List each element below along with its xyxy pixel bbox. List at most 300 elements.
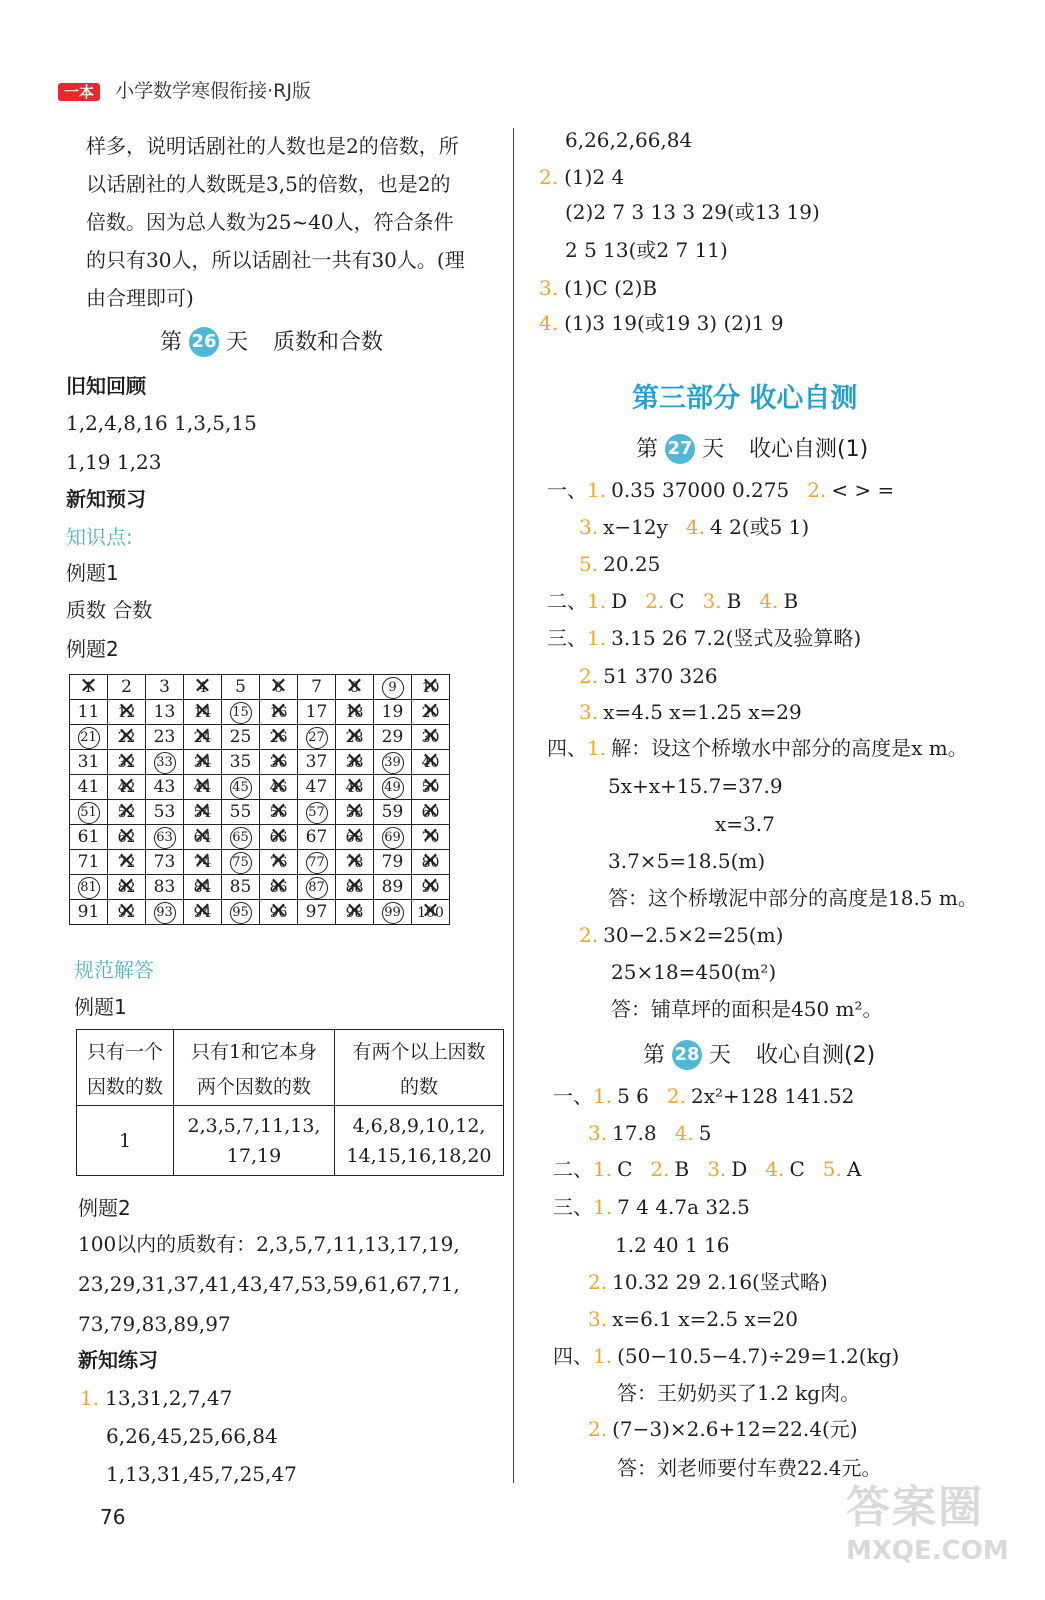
day-badge: 28 xyxy=(672,1040,702,1070)
cell-value: 73 xyxy=(153,852,176,872)
question-number: 3. xyxy=(707,1157,727,1181)
cell-value: 12 xyxy=(117,705,136,721)
cell-value: 64 xyxy=(193,830,212,846)
sieve-cell xyxy=(412,900,450,925)
answer-line xyxy=(615,1233,730,1257)
day27-title: 收心自测(1) xyxy=(749,437,869,462)
answer-line xyxy=(617,1381,860,1405)
cell-value: 79 xyxy=(381,852,404,872)
sieve-cell xyxy=(412,800,450,825)
answer-text: 答：王奶奶买了1.2 kg肉。 xyxy=(617,1381,861,1405)
sieve-cell xyxy=(374,775,412,800)
cell-composites: 4,6,8,9,10,12, 14,15,16,18,20 xyxy=(335,1106,504,1176)
cell-value: 25 xyxy=(229,727,252,747)
cell-value: 75 xyxy=(230,852,252,874)
sieve-cell xyxy=(108,900,146,925)
classification-table xyxy=(76,1029,504,1176)
cell-value: 2 xyxy=(121,677,132,697)
answer-line xyxy=(579,700,802,724)
question-number: 1. xyxy=(587,589,607,613)
cell-value: 78 xyxy=(345,855,364,871)
answer-line xyxy=(553,1084,854,1108)
sieve-cell xyxy=(336,675,374,700)
watermark: 答案圈 MXQE.COM xyxy=(846,1482,1009,1566)
answer-text: 25×18=450(m²) xyxy=(611,960,777,984)
answer-text: (50−10.5−4.7)÷29=1.2(kg) xyxy=(617,1344,900,1368)
answer-text: 30−2.5×2=25(m) xyxy=(603,923,784,947)
answer-line xyxy=(588,1417,858,1441)
question-number: 2. xyxy=(807,478,827,502)
question-number: 5. xyxy=(822,1157,842,1181)
answer-line xyxy=(547,589,798,613)
sieve-cell xyxy=(146,675,184,700)
example2-label: 例题2 xyxy=(66,637,119,661)
answer-text: B xyxy=(726,589,742,613)
question-number: 2. xyxy=(539,165,559,189)
question-number: 3. xyxy=(702,589,722,613)
sieve-cell xyxy=(374,825,412,850)
sieve-cell xyxy=(70,750,108,775)
sieve-cell xyxy=(70,700,108,725)
sieve-cell xyxy=(108,675,146,700)
answer-text: 2 5 13(或2 7 11) xyxy=(565,238,728,262)
cell-value: 16 xyxy=(269,705,288,721)
cell-value: 26 xyxy=(269,730,288,746)
cell-value: 5 xyxy=(235,677,246,697)
sieve-cell xyxy=(412,725,450,750)
sieve-cell xyxy=(336,875,374,900)
cell-value: 77 xyxy=(306,852,328,874)
cell-value: 7 xyxy=(311,677,322,697)
cell-value: 10 xyxy=(421,680,440,696)
answer-line xyxy=(565,200,820,224)
sieve-cell xyxy=(260,675,298,700)
question-number: 1. xyxy=(587,478,607,502)
example1-label: 例题1 xyxy=(66,561,119,585)
answer-text: < > = xyxy=(831,478,895,502)
preview-heading: 新知预习 xyxy=(66,487,146,511)
cell-value: 3 xyxy=(159,677,170,697)
sieve-cell xyxy=(70,825,108,850)
sieve-cell xyxy=(412,875,450,900)
sieve-cell xyxy=(146,875,184,900)
question-number: 1. xyxy=(593,1157,613,1181)
sol-example1-label: 例题1 xyxy=(74,995,127,1019)
cell-value: 19 xyxy=(381,702,404,722)
answer-line xyxy=(553,1195,750,1219)
cell-value: 71 xyxy=(77,852,100,872)
primes-line: 23,29,31,37,41,43,47,53,59,61,67,71, xyxy=(78,1272,460,1296)
sieve-cell xyxy=(260,750,298,775)
answer-text: B xyxy=(674,1157,690,1181)
sieve-cell xyxy=(184,675,222,700)
cell-value: 65 xyxy=(230,827,252,849)
primes-line: 100以内的质数有：2,3,5,7,11,13,17,19, xyxy=(78,1232,460,1256)
cell-value: 49 xyxy=(382,777,404,799)
sieve-cell xyxy=(146,800,184,825)
question-number: 1. xyxy=(587,626,607,650)
cell-value: 35 xyxy=(229,752,252,772)
sieve-cell xyxy=(184,725,222,750)
sieve-cell xyxy=(412,775,450,800)
sieve-cell xyxy=(260,825,298,850)
sieve-cell xyxy=(374,700,412,725)
sieve-cell xyxy=(222,800,260,825)
cell-value: 46 xyxy=(269,780,288,796)
answer-text: x=3.7 xyxy=(715,812,775,836)
cell-value: 89 xyxy=(381,877,404,897)
sieve-cell xyxy=(70,900,108,925)
practice-line xyxy=(106,1462,297,1486)
cell-value: 99 xyxy=(382,902,404,924)
answer-line xyxy=(547,626,861,650)
section-marker: 二、 xyxy=(547,589,587,613)
review-line: 1,19 1,23 xyxy=(66,450,162,474)
section-marker: 一、 xyxy=(553,1084,593,1108)
section-marker: 三、 xyxy=(547,626,587,650)
answer-line xyxy=(565,128,692,152)
practice-line xyxy=(106,1424,278,1448)
answer-line xyxy=(715,812,775,836)
answer-line xyxy=(611,997,883,1021)
day28-heading: 第 28 天 收心自测(2) xyxy=(643,1040,875,1071)
question-number: 4. xyxy=(674,1121,694,1145)
question-number: 1. xyxy=(587,736,607,760)
cell-value: 31 xyxy=(77,752,100,772)
cell-value: 21 xyxy=(78,727,100,749)
sieve-cell xyxy=(108,850,146,875)
answer-text: 17.8 xyxy=(612,1121,657,1145)
sieve-cell xyxy=(108,725,146,750)
answer-line xyxy=(608,849,765,873)
cell-primes: 2,3,5,7,11,13, 17,19 xyxy=(174,1106,335,1176)
header-cell-more-factors: 有两个以上因数 的数 xyxy=(335,1030,504,1106)
answer-text: D xyxy=(611,589,628,613)
cell-value: 34 xyxy=(193,755,212,771)
sieve-cell xyxy=(298,700,336,725)
cell-value: 18 xyxy=(345,705,364,721)
question-number: 2. xyxy=(588,1270,608,1294)
header xyxy=(58,76,311,103)
sieve-cell xyxy=(298,825,336,850)
sieve-cell xyxy=(298,800,336,825)
answer-line xyxy=(588,1307,798,1331)
answer-text: 答：铺草坪的面积是450 m²。 xyxy=(611,997,883,1021)
sieve-cell xyxy=(298,850,336,875)
sieve-cell xyxy=(146,750,184,775)
sieve-cell xyxy=(260,700,298,725)
part3-title: 第三部分 收心自测 xyxy=(632,383,858,414)
sieve-cell xyxy=(108,825,146,850)
answer-text: D xyxy=(731,1157,748,1181)
question-number: 2. xyxy=(579,923,599,947)
question-number: 2. xyxy=(645,589,665,613)
answer-text: 20.25 xyxy=(603,552,661,576)
cell-value: 32 xyxy=(117,755,136,771)
cell-value: 74 xyxy=(193,855,212,871)
question-number: 2. xyxy=(579,664,599,688)
question-number: 4. xyxy=(765,1157,785,1181)
sieve-cell xyxy=(412,825,450,850)
sieve-cell xyxy=(412,700,450,725)
sieve-cell xyxy=(260,875,298,900)
answer-line xyxy=(579,552,660,576)
cell-value: 39 xyxy=(382,752,404,774)
cell-value: 72 xyxy=(117,855,136,871)
cell-value: 68 xyxy=(345,830,364,846)
cell-value: 85 xyxy=(229,877,252,897)
cell-value: 53 xyxy=(153,802,176,822)
sieve-cell xyxy=(336,825,374,850)
intro-line: 的只有30人，所以话剧社一共有30人。(理 xyxy=(86,248,465,272)
cell-value: 13 xyxy=(153,702,176,722)
cell-value: 41 xyxy=(77,777,100,797)
example1-answer: 质数 合数 xyxy=(66,598,153,622)
question-number: 1. xyxy=(593,1195,613,1219)
cell-value: 15 xyxy=(230,702,252,724)
sieve-cell xyxy=(222,825,260,850)
answer-text: x=6.1 x=2.5 x=20 xyxy=(612,1307,798,1331)
answer-text: (1)3 19(或19 3) (2)1 9 xyxy=(564,311,784,335)
day28-title: 收心自测(2) xyxy=(756,1043,876,1068)
question-number: 4. xyxy=(759,589,779,613)
sieve-cell xyxy=(298,900,336,925)
answer-text: B xyxy=(783,589,799,613)
sieve-cell xyxy=(374,900,412,925)
sieve-row xyxy=(70,675,450,700)
sieve-cell xyxy=(146,850,184,875)
sieve-cell xyxy=(184,750,222,775)
answer-text: x=4.5 x=1.25 x=29 xyxy=(603,700,802,724)
sieve-row xyxy=(70,850,450,875)
question-number: 1. xyxy=(593,1344,613,1368)
cell-value: 67 xyxy=(305,827,328,847)
sieve-row xyxy=(70,825,450,850)
sieve-cell xyxy=(336,725,374,750)
cell-value: 17 xyxy=(305,702,328,722)
intro-line: 倍数。因为总人数为25~40人，符合条件 xyxy=(86,210,454,234)
cell-value: 61 xyxy=(77,827,100,847)
answer-text: C xyxy=(617,1157,633,1181)
question-number: 4. xyxy=(685,515,705,539)
cell-value: 20 xyxy=(421,705,440,721)
section-marker: 一、 xyxy=(547,478,587,502)
cell-value: 87 xyxy=(306,877,328,899)
answer-line xyxy=(539,276,657,300)
cell-value: 48 xyxy=(345,780,364,796)
cell-value: 36 xyxy=(269,755,288,771)
cell-value: 52 xyxy=(117,805,136,821)
cell-value: 91 xyxy=(77,902,100,922)
cell-value: 43 xyxy=(153,777,176,797)
cell-value: 27 xyxy=(306,727,328,749)
cell-value: 66 xyxy=(269,830,288,846)
day26-title: 质数和合数 xyxy=(273,330,384,355)
sieve-cell xyxy=(108,775,146,800)
cell-value: 86 xyxy=(269,880,288,896)
question-number: 3. xyxy=(579,700,599,724)
sieve-cell xyxy=(222,725,260,750)
sieve-cell xyxy=(108,750,146,775)
cell-value: 100 xyxy=(417,905,444,921)
sol-example2-label: 例题2 xyxy=(78,1196,131,1220)
cell-value: 11 xyxy=(77,702,100,722)
cell-value: 90 xyxy=(421,880,440,896)
header-cell-one-factor: 只有一个 因数的数 xyxy=(77,1030,174,1106)
cell-value: 54 xyxy=(193,805,212,821)
sieve-row xyxy=(70,750,450,775)
cell-value: 83 xyxy=(153,877,176,897)
cell-value: 56 xyxy=(269,805,288,821)
question-number: 3. xyxy=(579,515,599,539)
sieve-cell xyxy=(260,850,298,875)
answer-text: 答：这个桥墩泥中部分的高度是18.5 m。 xyxy=(608,886,978,910)
answer-text: (1)C (2)B xyxy=(564,276,658,300)
cell-value: 59 xyxy=(381,802,404,822)
cell-value: 22 xyxy=(117,730,136,746)
cell-value: 55 xyxy=(229,802,252,822)
cell-value: 58 xyxy=(345,805,364,821)
sieve-cell xyxy=(260,800,298,825)
sieve-cell xyxy=(298,675,336,700)
cell-value: 57 xyxy=(306,802,328,824)
sieve-cell xyxy=(222,750,260,775)
sieve-cell xyxy=(70,775,108,800)
sieve-cell xyxy=(336,700,374,725)
sieve-row xyxy=(70,900,450,925)
question-number: 5. xyxy=(579,552,599,576)
sieve-cell xyxy=(70,850,108,875)
answer-line xyxy=(608,886,978,910)
question-number: 3. xyxy=(588,1307,608,1331)
cell-value: 96 xyxy=(269,905,288,921)
answer-text: 10.32 29 2.16(竖式略) xyxy=(612,1270,828,1294)
answer-text: C xyxy=(789,1157,805,1181)
sieve-cell xyxy=(70,800,108,825)
cell-value: 1 xyxy=(84,680,93,696)
cell-value: 29 xyxy=(381,727,404,747)
answer-line xyxy=(547,478,894,502)
answer-text: 51 370 326 xyxy=(603,664,718,688)
cell-value: 8 xyxy=(350,680,359,696)
cell-value: 30 xyxy=(421,730,440,746)
answer-text: 3.7×5=18.5(m) xyxy=(608,849,766,873)
sieve-cell xyxy=(374,750,412,775)
sieve-cell xyxy=(146,700,184,725)
day26-heading: 第 26 天 质数和合数 xyxy=(160,327,383,358)
cell-value: 80 xyxy=(421,855,440,871)
sieve-cell xyxy=(184,825,222,850)
cell-value: 6 xyxy=(274,680,283,696)
day27-heading: 第 27 天 收心自测(1) xyxy=(636,434,868,465)
question-number: 2. xyxy=(588,1417,608,1441)
sieve-cell xyxy=(184,700,222,725)
cell-value: 98 xyxy=(345,905,364,921)
cell-value: 76 xyxy=(269,855,288,871)
cell-value: 40 xyxy=(421,755,440,771)
answer-text: 0.35 37000 0.275 xyxy=(611,478,790,502)
question-number: 1. xyxy=(80,1386,100,1410)
cell-value: 50 xyxy=(421,780,440,796)
answer-text: 13,31,2,7,47 xyxy=(105,1386,233,1410)
sieve-cell xyxy=(336,750,374,775)
sieve-cell xyxy=(146,825,184,850)
cell-value: 24 xyxy=(193,730,212,746)
day-badge: 27 xyxy=(665,434,695,464)
answer-line xyxy=(579,923,783,947)
cell-value: 60 xyxy=(421,805,440,821)
answer-line xyxy=(579,664,718,688)
sieve-row xyxy=(70,800,450,825)
cell-value: 47 xyxy=(305,777,328,797)
answer-heading: 规范解答 xyxy=(74,958,154,982)
answer-text: (1)2 4 xyxy=(564,165,625,189)
answer-text: A xyxy=(846,1157,862,1181)
question-number: 3. xyxy=(539,276,559,300)
sieve-cell xyxy=(336,800,374,825)
section-marker: 四、 xyxy=(553,1344,593,1368)
sieve-cell xyxy=(298,750,336,775)
answer-text: 5 6 xyxy=(617,1084,649,1108)
sieve-cell xyxy=(184,775,222,800)
sieve-cell xyxy=(222,775,260,800)
sieve-cell xyxy=(336,775,374,800)
sieve-cell xyxy=(260,725,298,750)
intro-line: 以话剧社的人数既是3,5的倍数，也是2的 xyxy=(86,172,451,196)
sieve-cell xyxy=(222,850,260,875)
cell-value: 38 xyxy=(345,755,364,771)
answer-text: 1,13,31,45,7,25,47 xyxy=(106,1462,297,1486)
answer-line xyxy=(611,960,776,984)
answer-text: 6,26,45,25,66,84 xyxy=(106,1424,278,1448)
answer-text: 1.2 40 1 16 xyxy=(615,1233,730,1257)
sieve-cell xyxy=(108,700,146,725)
answer-line xyxy=(588,1270,828,1294)
section-marker: 三、 xyxy=(553,1195,593,1219)
sieve-cell xyxy=(184,850,222,875)
answer-text: 5 xyxy=(698,1121,712,1145)
sieve-table xyxy=(69,674,450,925)
answer-text: C xyxy=(669,589,685,613)
sieve-cell xyxy=(146,775,184,800)
sieve-row xyxy=(70,775,450,800)
cell-value: 33 xyxy=(154,752,176,774)
sieve-cell xyxy=(222,900,260,925)
answer-line xyxy=(588,1121,711,1145)
answer-text: 6,26,2,66,84 xyxy=(565,128,693,152)
cell-value: 88 xyxy=(345,880,364,896)
review-line: 1,2,4,8,16 1,3,5,15 xyxy=(66,411,257,435)
practice-heading: 新知练习 xyxy=(78,1348,158,1372)
practice-line xyxy=(80,1386,232,1410)
sieve-row xyxy=(70,725,450,750)
answer-text: 2x²+128 141.52 xyxy=(691,1084,855,1108)
section-marker: 四、 xyxy=(547,736,587,760)
sieve-cell xyxy=(374,875,412,900)
sieve-cell xyxy=(336,850,374,875)
primes-line: 73,79,83,89,97 xyxy=(78,1312,231,1336)
question-number: 2. xyxy=(666,1084,686,1108)
sieve-cell xyxy=(222,700,260,725)
answer-text: 4 2(或5 1) xyxy=(709,515,810,539)
cell-value: 93 xyxy=(154,902,176,924)
cell-value: 69 xyxy=(382,827,404,849)
answer-text: 5x+x+15.7=37.9 xyxy=(608,774,783,798)
sieve-cell xyxy=(374,725,412,750)
answer-line xyxy=(547,736,968,760)
answer-line xyxy=(539,165,624,189)
cell-value: 37 xyxy=(305,752,328,772)
